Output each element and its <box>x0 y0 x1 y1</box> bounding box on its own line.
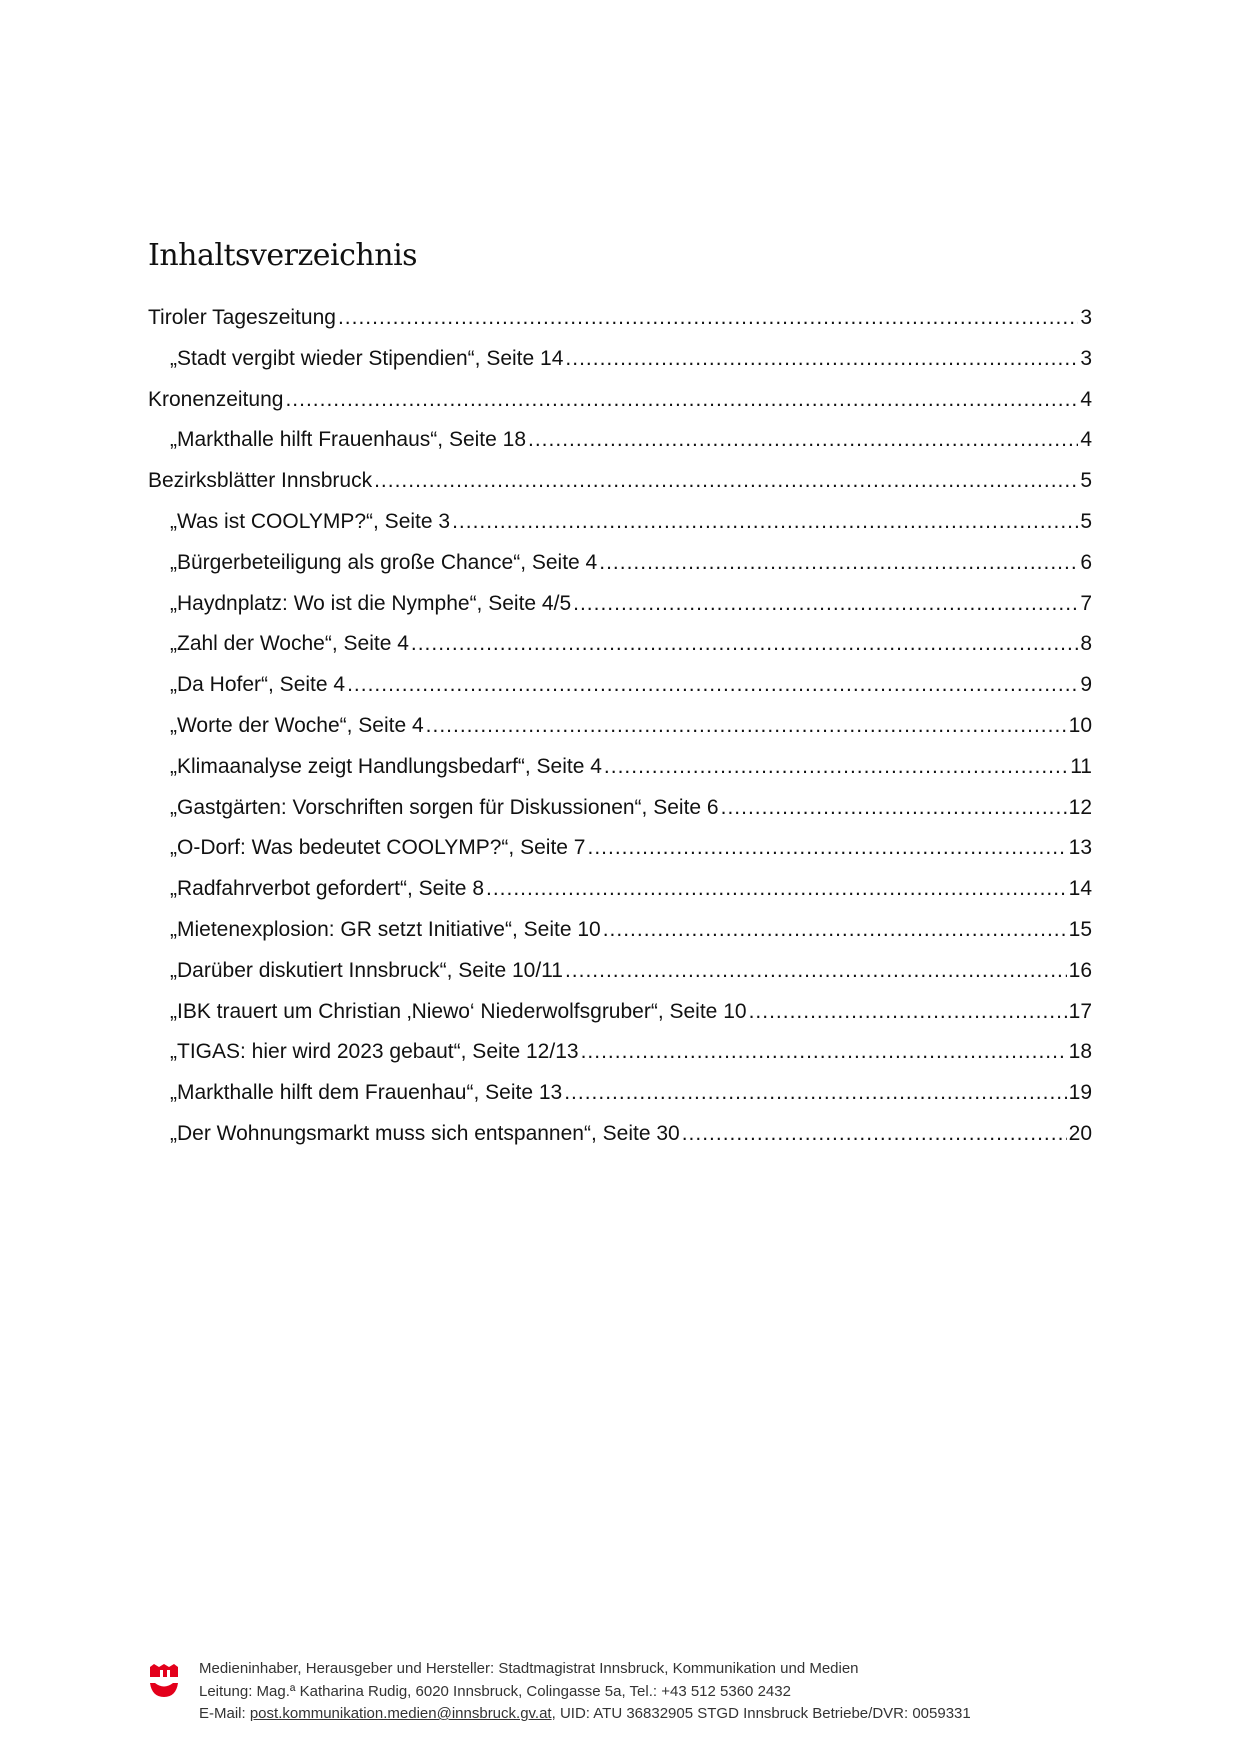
dot-leader <box>565 347 1078 371</box>
toc-entry-title: „Darüber diskutiert Innsbruck“, Seite 10/11 <box>170 958 563 982</box>
toc-entry[interactable] <box>148 1122 1092 1163</box>
toc-entry-title: „Der Wohnungsmarkt muss sich entspannen“, Seite 30 <box>170 1121 680 1145</box>
toc-entry-title: „Markthalle hilft Frauenhaus“, Seite 18 <box>170 428 527 452</box>
toc-entry-title: Kronenzeitung <box>148 387 284 411</box>
toc-entry[interactable] <box>148 1081 1092 1122</box>
dot-leader <box>587 836 1066 860</box>
dot-leader <box>338 306 1078 330</box>
toc-entry-page: 8 <box>1080 632 1092 656</box>
toc-entry[interactable] <box>148 428 1092 469</box>
dot-leader <box>374 469 1078 493</box>
footer-email-label: E-Mail: <box>199 1705 250 1722</box>
dot-leader <box>721 796 1067 820</box>
toc-entry-title: „Da Hofer“, Seite 4 <box>170 673 346 697</box>
dot-leader <box>603 918 1067 942</box>
toc-entry-page: 4 <box>1080 387 1092 411</box>
toc-entry-title: „Gastgärten: Vorschriften sorgen für Diskussionen“, Seite 6 <box>170 795 719 819</box>
dot-leader <box>599 551 1078 575</box>
toc-entry[interactable] <box>148 1000 1092 1041</box>
toc-entry[interactable] <box>148 877 1092 918</box>
toc-entry[interactable] <box>148 673 1092 714</box>
toc-entry-page: 14 <box>1068 877 1092 901</box>
toc-entry-page: 17 <box>1068 999 1092 1023</box>
toc-entry-title: „Zahl der Woche“, Seite 4 <box>170 632 409 656</box>
toc-entry-page: 6 <box>1080 550 1092 574</box>
toc-entry-page: 7 <box>1080 591 1092 615</box>
footer-management: Leitung: Mag.ª Katharina Rudig, 6020 Innsbruck, Colingasse 5a, Tel.: +43 512 5360 2432 <box>199 1682 791 1700</box>
toc-entry-page: 20 <box>1068 1121 1092 1145</box>
dot-leader <box>452 510 1078 534</box>
toc-entry[interactable] <box>148 632 1092 673</box>
toc-entry-page: 18 <box>1068 1040 1092 1064</box>
toc-entry-page: 5 <box>1080 469 1092 493</box>
toc-entry[interactable] <box>148 755 1092 796</box>
toc-entry[interactable] <box>148 959 1092 1000</box>
dot-leader <box>581 1040 1067 1064</box>
toc-entry-page: 13 <box>1068 836 1092 860</box>
toc-entry-page: 4 <box>1080 428 1092 452</box>
toc-entry-page: 3 <box>1080 346 1092 370</box>
dot-leader <box>749 1000 1067 1024</box>
dot-leader <box>528 428 1078 452</box>
toc-entry-page: 11 <box>1070 754 1092 778</box>
toc-entry-title: „Stadt vergibt wieder Stipendien“, Seite 14 <box>170 346 564 370</box>
toc-entry-page: 19 <box>1068 1081 1092 1105</box>
toc-entry[interactable] <box>148 388 1092 429</box>
toc-entry-page: 16 <box>1068 958 1092 982</box>
toc-entry[interactable] <box>148 592 1092 633</box>
toc-entry-title: „Klimaanalyse zeigt Handlungsbedarf“, Seite 4 <box>170 754 602 778</box>
toc-entry-page: 10 <box>1068 713 1092 737</box>
toc-entry-title: „Bürgerbeteiligung als große Chance“, Seite 4 <box>170 550 598 574</box>
toc-entry-title: „Worte der Woche“, Seite 4 <box>170 713 424 737</box>
toc-entry-title: „Mietenexplosion: GR setzt Initiative“, Seite 10 <box>170 917 601 941</box>
footer-email-link[interactable]: post.kommunikation.medien@innsbruck.gv.at <box>249 1705 552 1722</box>
innsbruck-logo-icon <box>150 1664 178 1698</box>
toc-entry[interactable] <box>148 347 1092 388</box>
toc-entry[interactable] <box>148 918 1092 959</box>
toc-entry-title: „Was ist COOLYMP?“, Seite 3 <box>170 509 451 533</box>
toc-entry-page: 9 <box>1080 673 1092 697</box>
footer-registration: , UID: ATU 36832905 STGD Innsbruck Betriebe/DVR: 0059331 <box>551 1705 971 1722</box>
toc-entry-title: „Radfahrverbot gefordert“, Seite 8 <box>170 877 484 901</box>
table-of-contents <box>148 306 1092 1163</box>
dot-leader <box>486 877 1067 901</box>
toc-entry[interactable] <box>148 510 1092 551</box>
toc-entry[interactable] <box>148 796 1092 837</box>
toc-entry[interactable] <box>148 469 1092 510</box>
toc-entry-title: „IBK trauert um Christian ‚Niewo‘ Niederwolfsgruber“, Seite 10 <box>170 999 747 1023</box>
dot-leader <box>347 673 1078 697</box>
toc-entry[interactable] <box>148 1040 1092 1081</box>
toc-entry-page: 12 <box>1068 795 1092 819</box>
footer-publisher: Medieninhaber, Herausgeber und Hersteller: Stadtmagistrat Innsbruck, Kommunikation und Medien <box>199 1660 859 1677</box>
dot-leader <box>426 714 1067 738</box>
toc-entry-page: 3 <box>1080 306 1092 329</box>
toc-entry-page: 5 <box>1080 509 1092 533</box>
toc-entry[interactable] <box>148 306 1092 347</box>
dot-leader <box>564 1081 1066 1105</box>
toc-entry-title: „TIGAS: hier wird 2023 gebaut“, Seite 12/13 <box>170 1040 579 1064</box>
toc-entry-title: „Markthalle hilft dem Frauenhau“, Seite 13 <box>170 1081 563 1105</box>
dot-leader <box>411 632 1078 656</box>
dot-leader <box>285 388 1078 412</box>
toc-entry-title: Bezirksblätter Innsbruck <box>148 469 373 493</box>
dot-leader <box>573 592 1078 616</box>
toc-entry[interactable] <box>148 836 1092 877</box>
page-title: Inhaltsverzeichnis <box>148 238 418 273</box>
dot-leader <box>565 959 1067 983</box>
toc-entry[interactable] <box>148 551 1092 592</box>
toc-entry[interactable] <box>148 714 1092 755</box>
toc-entry-title: „O-Dorf: Was bedeutet COOLYMP?“, Seite 7 <box>170 836 586 860</box>
toc-entry-title: Tiroler Tageszeitung <box>148 306 336 329</box>
toc-entry-title: „Haydnplatz: Wo ist die Nymphe“, Seite 4/5 <box>170 591 572 615</box>
dot-leader <box>604 755 1068 779</box>
dot-leader <box>682 1122 1067 1146</box>
toc-entry-page: 15 <box>1068 917 1092 941</box>
